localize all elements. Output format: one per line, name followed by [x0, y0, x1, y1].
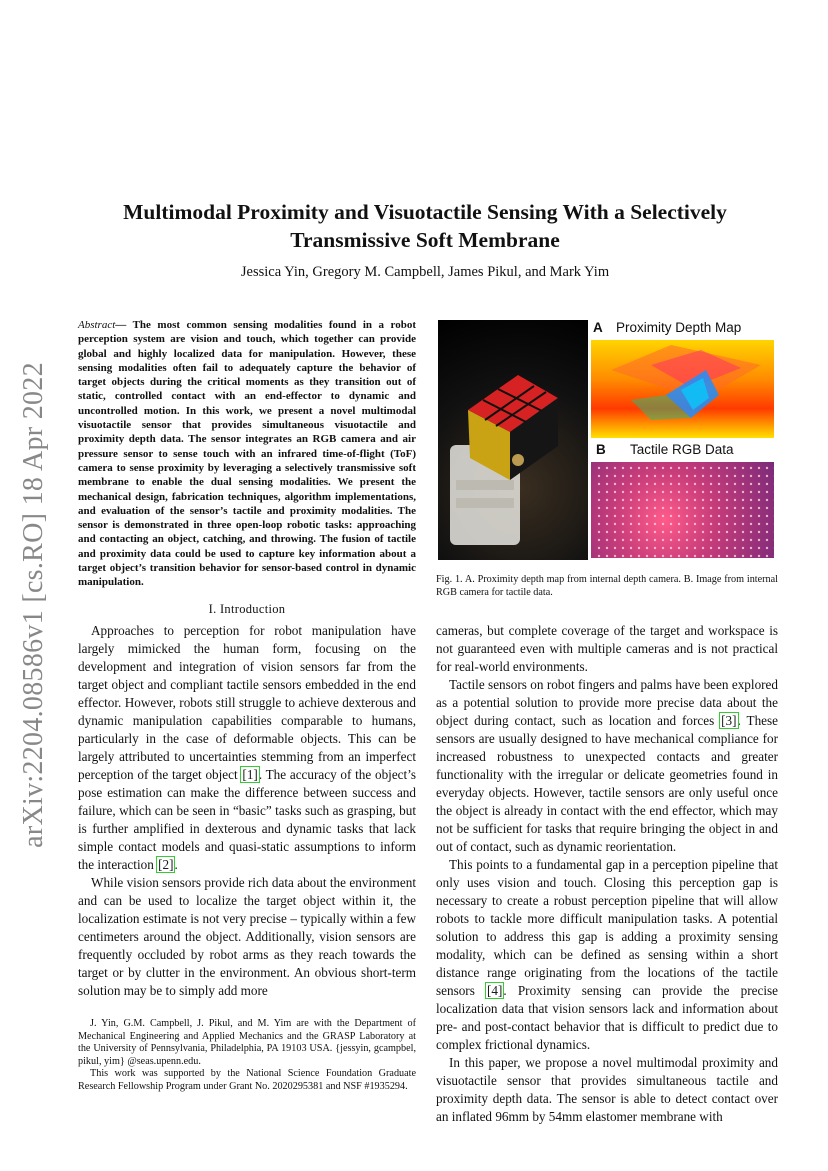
abstract-label: Abstract [78, 319, 116, 331]
footnote-affiliation: J. Yin, G.M. Campbell, J. Pikul, and M. Yim are with the Department of Mechanical Engineering and Applied Mechanics and the GRASP Laboratory at the University of Pennsylvania, Philadelphia, PA 19103 USA. {jessyin, gcampbel, pikul, yim} @seas.upenn.edu. [78, 1018, 416, 1067]
figure-1 [438, 318, 778, 562]
abstract [78, 318, 416, 590]
introduction-left [78, 622, 416, 1000]
citation-link[interactable]: [2] [158, 856, 174, 872]
rubiks-cube-image [438, 320, 588, 560]
citation-link[interactable]: [4] [487, 983, 503, 998]
body-paragraph: cameras, but complete coverage of the target and workspace is not guaranteed even with multiple cameras and is not practical for real-world environments. [436, 623, 778, 674]
body-paragraph: Tactile sensors on robot fingers and palms have been explored as a potential solution to provide more precise data about the object during contact, such as location and forces [3]. These sensors are usually designed to have mechanical compliance for increased robustness to unexpected contacts and greater functionality with the irregular or delicate geometries found in everyday objects. However, tactile sensors are only useful once the object is already in contact with the end effector, which may not be sufficient for tasks that require bringing the object in and out of contact, such as dynamic reorientation. [436, 677, 778, 854]
paper-title: Multimodal Proximity and Visuotactile Sensing With a Selectively Transmissive Soft Membrane [123, 200, 727, 252]
section-heading: I. Introduction [208, 601, 286, 616]
tactile-rgb-image [591, 462, 774, 558]
panel-a-title: Proximity Depth Map [616, 320, 742, 335]
figure-caption: Fig. 1. A. Proximity depth map from internal depth camera. B. Image from internal RGB camera for tactile data. [436, 574, 778, 598]
panel-b-title: Tactile RGB Data [630, 442, 734, 457]
panel-a-letter: A [593, 320, 603, 335]
citation-link[interactable]: [3] [721, 713, 737, 728]
right-column [436, 622, 778, 1126]
proximity-depth-map [591, 340, 774, 438]
footnotes [78, 1018, 416, 1094]
abstract-text: — The most common sensing modalities found in a robot perception system are vision and touch, which together can provide global and highly localized data for manipulation. However, these sensing modalities often fail to adequately capture the behavior of target objects during the critical moments as they transition out of static, controlled contact with an end-effector to dynamic and uncontrolled motion. In this work, we present a novel multimodal visuotactile sensor that provides simultaneous visuotactile and proximity depth data. The sensor integrates an RGB camera and air pressure sensor to sense touch with an infrared time-of-flight (ToF) camera to sense proximity by leveraging a selectively transmissive soft membrane to enable the dual sensing modalities. We present the mechanical design, fabrication techniques, algorithm implementations, and evaluation of the sensor’s tactile and proximity modalities. The sensor is demonstrated in three open-loop robotic tasks: approaching and contacting an object, catching, and throwing. The fusion of tactile and proximity data could be used to capture key information about a target object’s transition behavior for sensor-based control in dynamic manipulation. [78, 319, 416, 589]
body-paragraph: While vision sensors provide rich data about the environment and can be used to localize the target object within it, the localization estimate is not very precise – typically within a few centimeters around the object. Additionally, vision sensors are frequently occluded by robot arms as they reach towards the target or by clutter in the environment. An obvious short-term solution may be to simply add more [78, 874, 416, 998]
author-list: Jessica Yin, Gregory M. Campbell, James Pikul, and Mark Yim [240, 264, 610, 280]
body-paragraph: In this paper, we propose a novel multimodal proximity and visuotactile sensor that provides simultaneous tactile and proximity depth data. The sensor is able to detect contact over an inflated 96mm by 54mm elastomer membrane with [436, 1055, 778, 1124]
body-paragraph: Approaches to perception for robot manipulation have largely mimicked the human form, focusing on the development and integration of vision sensors far from the target object and compliant tactile sensors embedded in the end effector. However, robots still struggle to achieve dexterous and dynamic manipulation capabilities comparable to humans, particularly in the case of deformable objects. This can be largely attributed to uncertainties stemming from an imperfect perception of the target object [1]. The accuracy of the object’s pose estimation can make the difference between success and failure, which can be seen in “basic” tasks such as grasping, but is further amplified in dexterous and dynamic tasks that lack simple contact models and quasi-static assumptions to inform the interaction [2]. [78, 622, 416, 872]
panel-b-letter: B [596, 442, 606, 457]
arxiv-identifier: arXiv:2204.08586v1 [cs.RO] 18 Apr 2022 [18, 362, 49, 848]
body-paragraph: This points to a fundamental gap in a perception pipeline that only uses vision and touch. Closing this perception gap is necessary to create a robust perception pipeline that will allow robots to tackle more difficult manipulation tasks. A potential solution to address this gap is adding a proximity sensing modality, which can be defined as sensing within a short distance range originating from the locations of the tactile sensors [4]. Proximity sensing can provide the precise localization data that vision sensors lack and information about pre- and post-contact behavior that is difficult to predict due to complex frictional dynamics. [436, 857, 778, 1052]
left-column [78, 318, 416, 1000]
footnote-funding: This work was supported by the National Science Foundation Graduate Research Fellowship Program under Grant No. 2020295381 and NSF #1935294. [78, 1068, 416, 1092]
sensor-photo [438, 320, 588, 560]
citation-link[interactable]: [1] [242, 766, 258, 782]
